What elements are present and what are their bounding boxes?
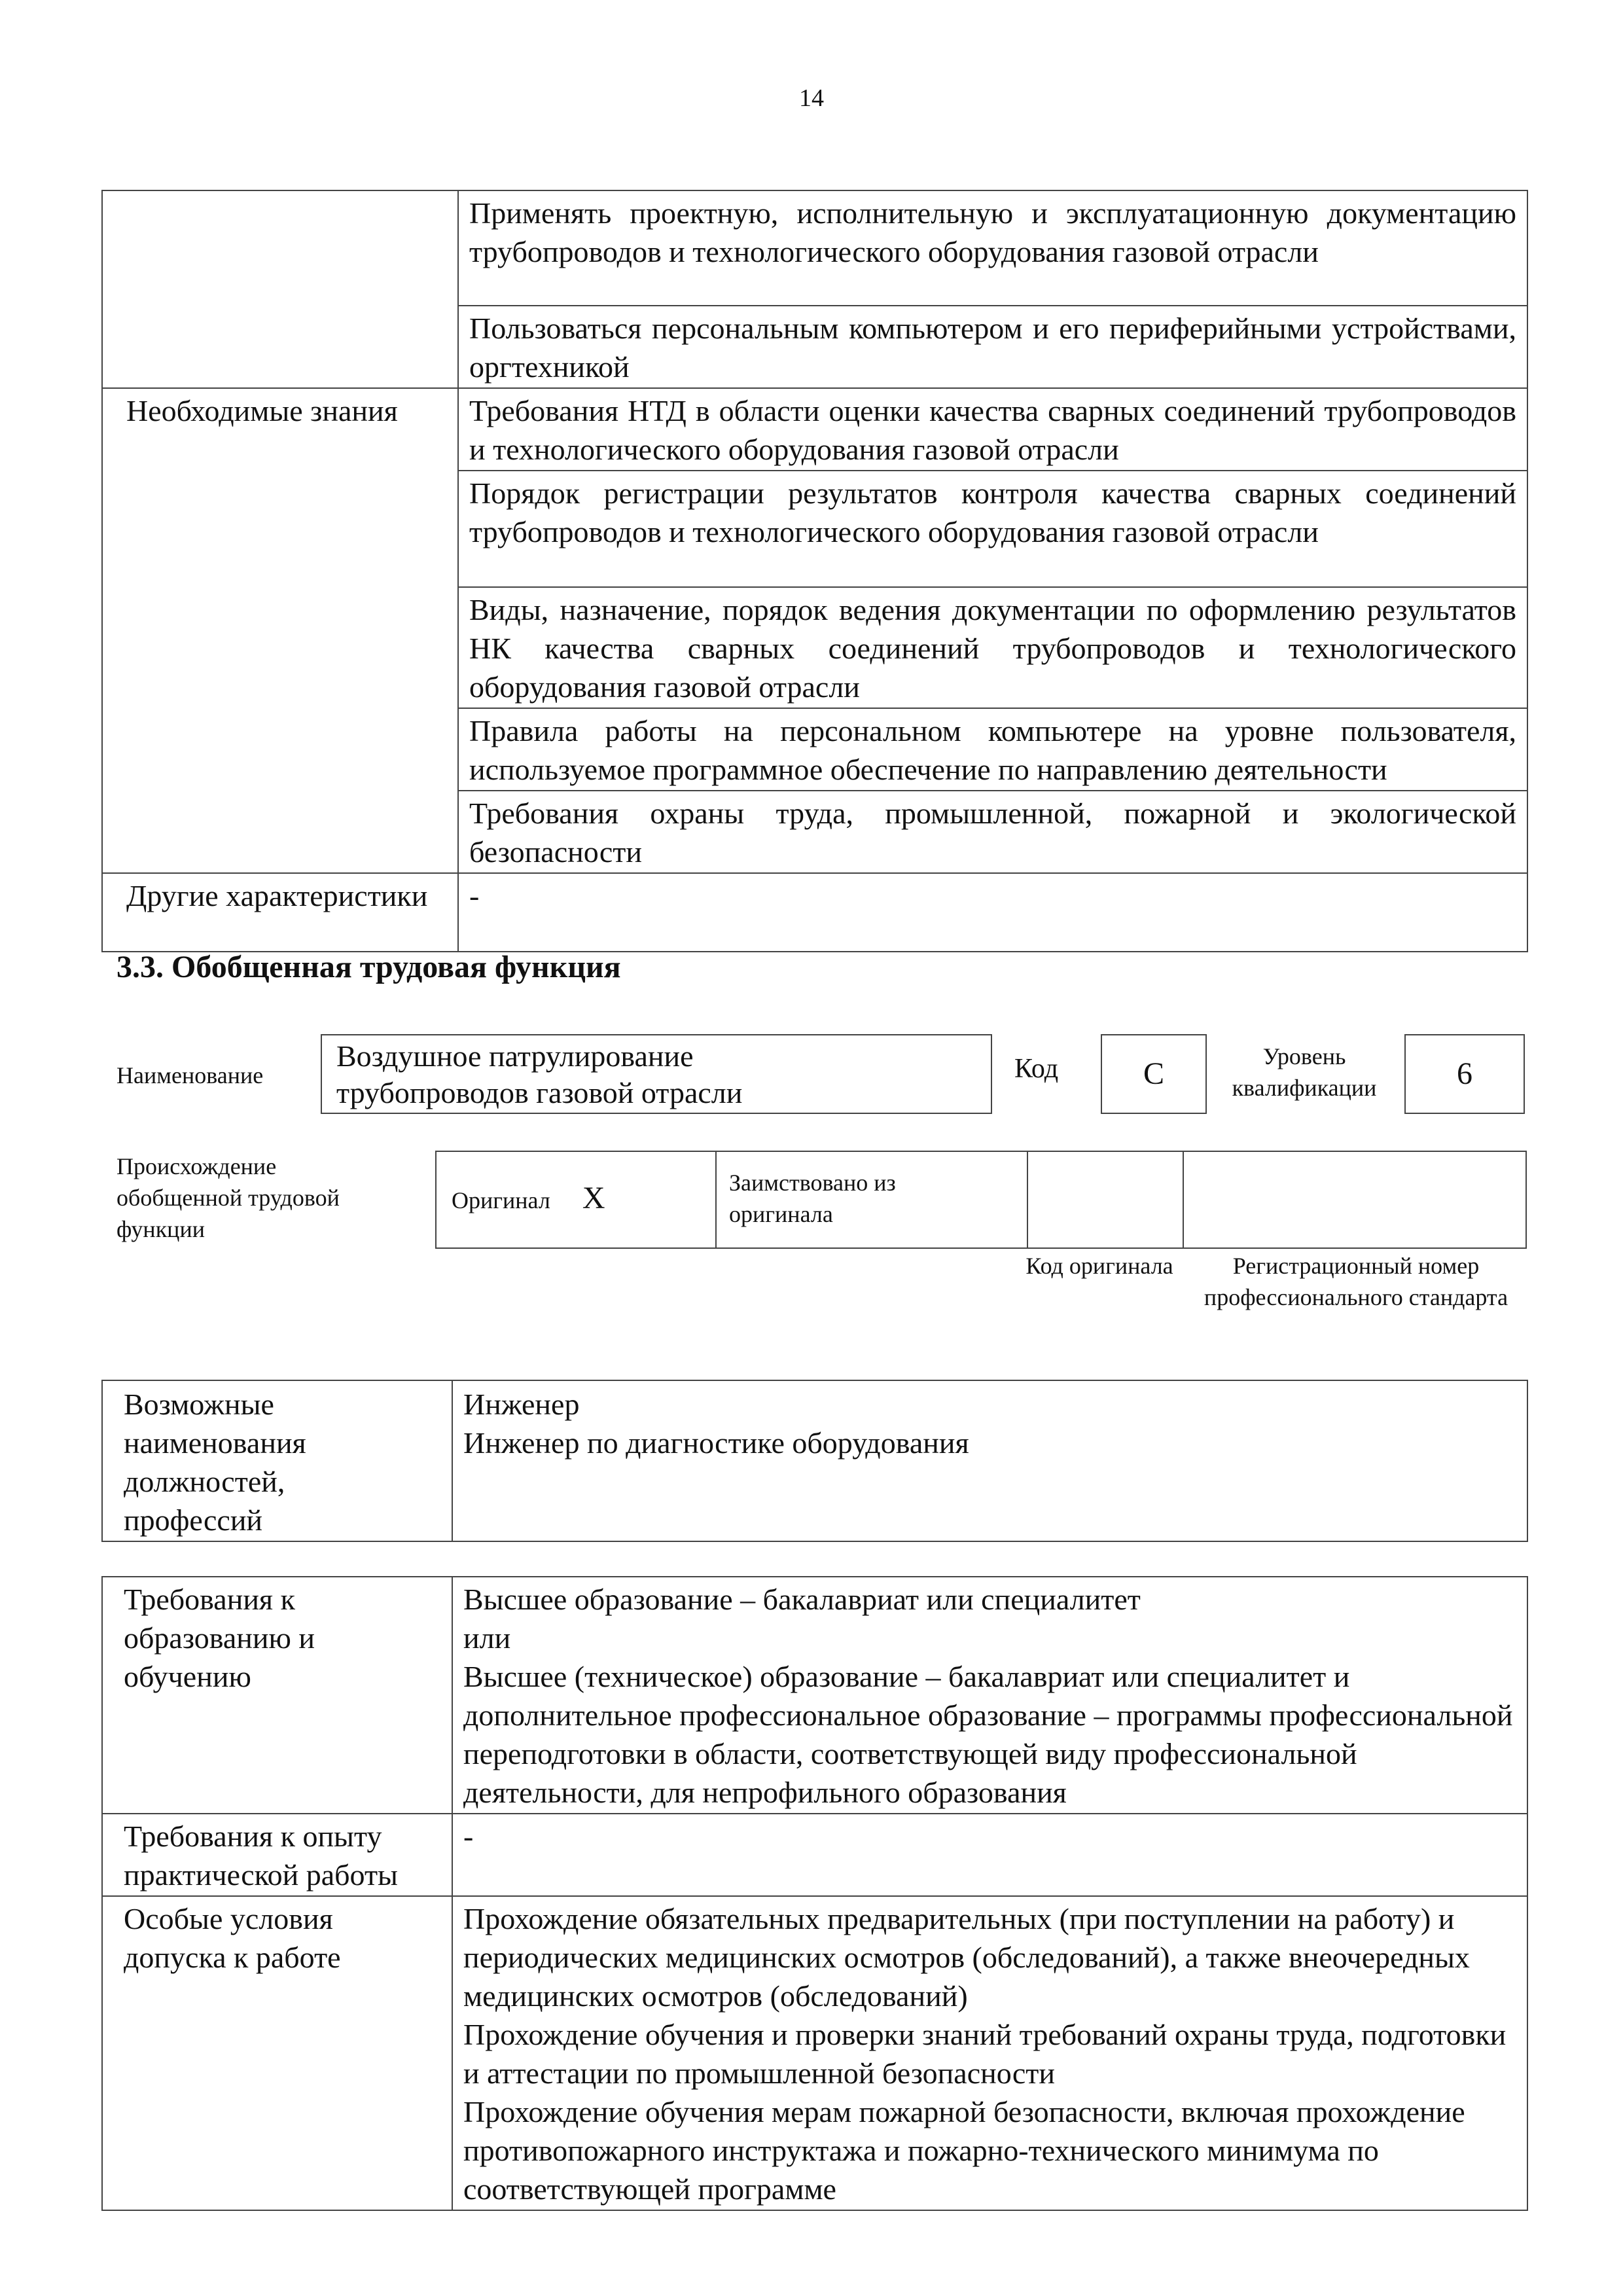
name-label: Наименование (116, 1062, 264, 1088)
borrowed-label: Заимствовано из оригинала (729, 1170, 896, 1227)
name-box (321, 1034, 992, 1114)
level-label: Уровень квалификации (1232, 1043, 1377, 1101)
original-code-cell (1027, 1151, 1183, 1248)
name-value: Воздушное патрулирование трубопроводов газовой отрасли (336, 1039, 743, 1109)
row-text: Требования охраны труда, промышленной, пожарной и экологической безопасности (458, 791, 1527, 873)
requirements-table (101, 1576, 1528, 2211)
origin-label: Происхождение обобщенной трудовой функции (116, 1153, 340, 1242)
row-text: - (458, 873, 1527, 952)
row-label (102, 190, 458, 388)
experience-label: Требования к опыту практической работы (124, 1820, 398, 1892)
section-title: 3.3. Обобщенная трудовая функция (116, 950, 621, 984)
original-label: Оригинал (452, 1187, 550, 1213)
requirement-line: Высшее образование – бакалавриат или специалитет (463, 1583, 1141, 1616)
requirement-label (102, 1577, 452, 1814)
position-item: Инженер (463, 1388, 580, 1421)
table-row (102, 873, 1527, 952)
reg-number-cell (1183, 1151, 1526, 1248)
row-text: Пользоваться персональным компьютером и его периферийными устройствами, оргтехникой (458, 306, 1527, 388)
requirement-text (452, 1814, 1527, 1896)
origin-table (435, 1151, 1527, 1249)
page-number: 14 (799, 84, 824, 112)
table-row (102, 1577, 1527, 1814)
table-row (102, 388, 1527, 471)
original-mark: X (582, 1181, 605, 1215)
row-label-other: Другие характеристики (102, 873, 458, 952)
code-caption: Код оригинала (1026, 1253, 1173, 1279)
table-row (102, 1896, 1527, 2210)
positions-label (102, 1380, 452, 1541)
requirement-line: - (463, 1820, 474, 1853)
positions-table (101, 1380, 1528, 1542)
code-value: C (1101, 1034, 1207, 1114)
skills-knowledge-table (101, 190, 1528, 952)
reg-caption: Регистрационный номер профессионального стандарта (1204, 1253, 1508, 1310)
requirement-line: или (463, 1621, 511, 1655)
requirement-label (102, 1896, 452, 2210)
row-text: Правила работы на персональном компьютере на уровне пользователя, используемое программное обеспечение по направлению деятельности (458, 708, 1527, 791)
original-cell (436, 1151, 716, 1248)
level-value: 6 (1404, 1034, 1525, 1114)
position-item: Инженер по диагностике оборудования (463, 1426, 969, 1460)
code-label: Код (1014, 1054, 1059, 1084)
table-row (102, 1814, 1527, 1896)
borrowed-cell (716, 1151, 1027, 1248)
table-row (436, 1151, 1526, 1248)
row-text: Порядок регистрации результатов контроля качества сварных соединений трубопроводов и технологического оборудования газовой отрасли (458, 471, 1527, 587)
requirement-line: Прохождение обязательных предварительных (при поступлении на работу) и периодических медицинских осмотров (обследований), а также внеочередных медицинских осмотров (обследований) (463, 1902, 1470, 2013)
positions-values (452, 1380, 1527, 1541)
positions-label-text: Возможные наименования должностей, профессий (124, 1388, 306, 1537)
row-text: Виды, назначение, порядок ведения документации по оформлению результатов НК качества сварных соединений трубопроводов и технологического оборудования газовой отрасли (458, 587, 1527, 708)
requirement-text (452, 1896, 1527, 2210)
requirement-line: Высшее (техническое) образование – бакалавриат или специалитет и дополнительное профессиональное образование – программы профессиональной переподготовки в области, соответствующей виду профессиональной деятельности, для непрофильного образования (463, 1660, 1513, 1809)
requirement-label (102, 1814, 452, 1896)
table-row (102, 1380, 1527, 1541)
row-text: Требования НТД в области оценки качества сварных соединений трубопроводов и технологического оборудования газовой отрасли (458, 388, 1527, 471)
requirement-line: Прохождение обучения мерам пожарной безопасности, включая прохождение противопожарного инструктажа и пожарно-технического минимума по соответствующей программе (463, 2095, 1465, 2206)
requirement-text (452, 1577, 1527, 1814)
table-row (102, 190, 1527, 306)
requirement-line: Прохождение обучения и проверки знаний требований охраны труда, подготовки и аттестации по промышленной безопасности (463, 2018, 1507, 2090)
admission-label: Особые условия допуска к работе (124, 1902, 341, 1974)
education-label: Требования к образованию и обучению (124, 1583, 315, 1693)
row-label-knowledge: Необходимые знания (102, 388, 458, 873)
row-text: Применять проектную, исполнительную и эксплуатационную документацию трубопроводов и технологического оборудования газовой отрасли (458, 190, 1527, 306)
